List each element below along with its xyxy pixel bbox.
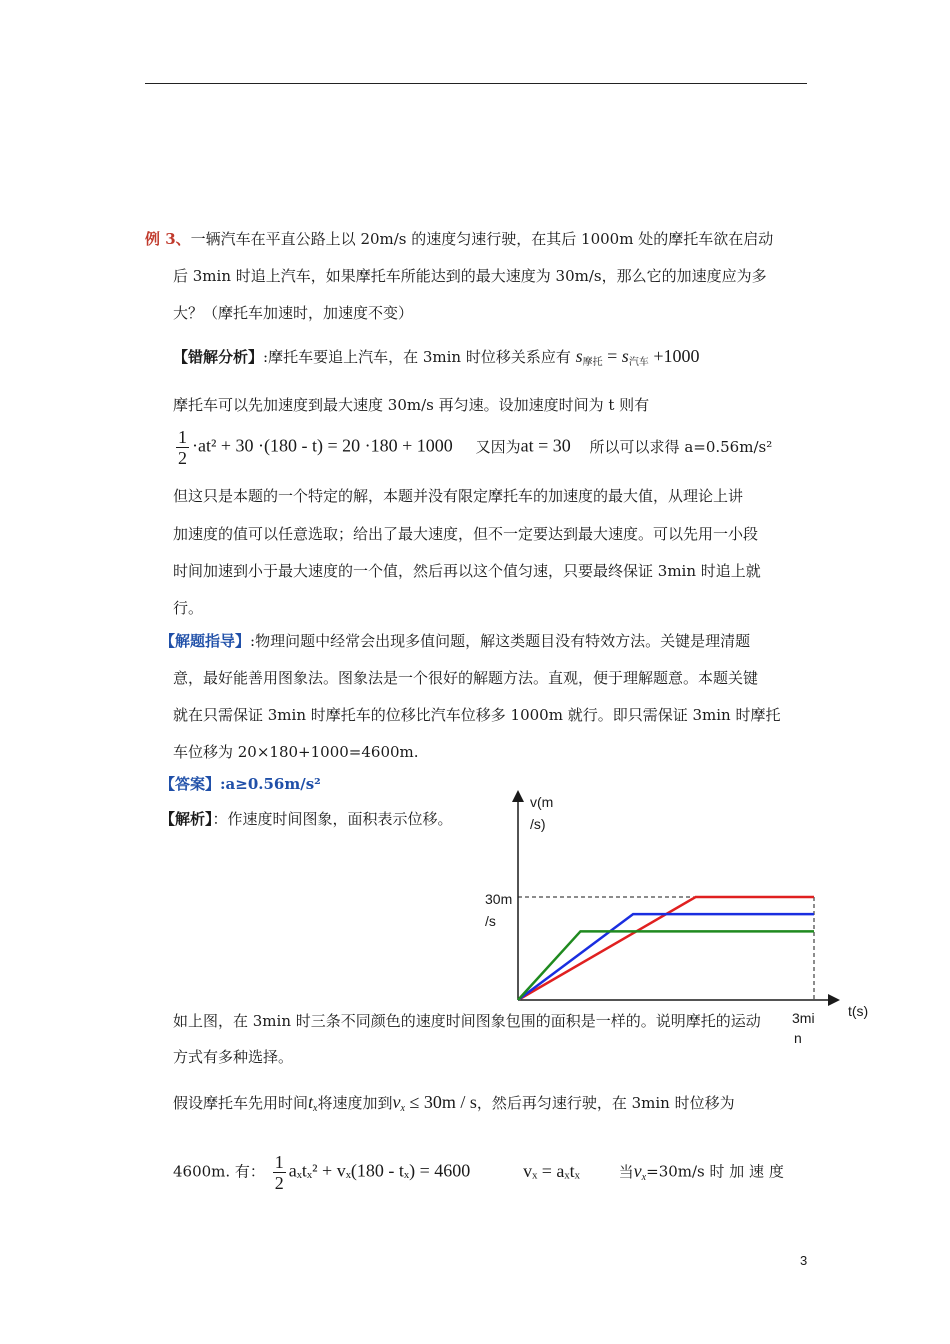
equation-2: aₓtₓ² + vₓ(180 - tₓ) = 4600 [288,1160,471,1181]
equation-1: ·at² + 30 ·(180 - t) = 20 ·180 + 1000 [192,435,453,456]
problem-line-2: 后 3min 时追上汽车，如果摩托车所能达到的最大速度为 30m/s，那么它的加速度应为多 [173,267,767,285]
page-number: 3 [800,1253,808,1268]
answer-label: 【答案】 [160,775,221,793]
equation-3: vₓ = aₓtₓ [523,1160,580,1181]
accel-line: 摩托车可以先加速度到最大速度 30m/s 再匀速。设加速度时间为 t 则有 [173,396,650,414]
analysis-line-4: 行。 [173,599,204,617]
equation-2-prefix: 4600m. 有： [173,1162,265,1181]
guide-label: 【解题指导】 [160,632,251,650]
guide-line-3: 就在只需保证 3min 时摩托车的位移比汽车位移多 1000m 就行。即只需保证 3min 时摩托 [173,706,781,724]
analysis-line-2: 加速度的值可以任意选取；给出了最大速度，但不一定要达到最大速度。可以先用一小段 [173,525,759,543]
series-red-line [518,897,814,1000]
assume-line: 假设摩托车先用时间$t_x$将速度加到$v_x \le 30m / s$，然后再匀速行驶，在 3min 时位移为 [173,1092,735,1114]
wrong-equation: $s_{摩托} = s_{汽车} +1000$ [575,346,700,368]
x-tick-3min-line1: 3mi [792,1010,815,1026]
x-axis-label: t(s) [848,1003,869,1019]
fraction-half-2: $\frac{1}{2}$ [274,1152,284,1193]
analysis-line-1: 但这只是本题的一个特定的解，本题并没有限定摩托车的加速度的最大值，从理论上讲 [173,487,744,505]
jiexi-text: ：作速度时间图象，面积表示位移。 [212,810,453,828]
guide-text-1: :物理问题中经常会出现多值问题，解这类题目没有特效方法。关键是理清题 [250,632,751,650]
y-axis-label-2: /s) [530,816,546,832]
equation-at: at = 30 [520,435,571,456]
y-axis-label-1: v(m [530,794,554,810]
y-tick-30-line2: /s [485,913,496,929]
problem-text-1: 一辆汽车在平直公路上以 20m/s 的速度匀速行驶，在其后 1000m 处的摩托车欲在启动 [190,230,774,248]
answer-text: :a≥0.56m/s² [220,775,321,793]
equation-4-post: =30m/s 时 加 速 度 [646,1162,784,1181]
analysis-line-3: 时间加速到小于最大速度的一个值，然后再以这个值匀速，只要最终保证 3min 时追上就 [173,562,761,580]
wrong-analysis-text: :摩托车要追上汽车，在 3min 时位移关系应有 [263,348,571,366]
equation-4-pre: 当 [618,1162,634,1181]
equation-1-result: 所以可以求得 a=0.56m/s² [589,437,773,456]
jiexi-label: 【解析】 [160,810,213,828]
y-tick-30-line1: 30m [485,891,513,907]
wrong-analysis-label: 【错解分析】 [173,348,264,366]
x-tick-3min-line2: n [794,1030,802,1046]
equation-1-also: 又因为 [475,437,521,456]
guide-line-2: 意，最好能善用图象法。图象法是一个很好的解题方法。直观，便于理解题意。本题关键 [173,669,759,687]
guide-line-4: 车位移为 20×180+1000=4600m. [173,743,419,761]
figure-note-line-1: 如上图，在 3min 时三条不同颜色的速度时间图象包围的面积是一样的。说明摩托的运动 [173,1012,761,1030]
series-blue-line [518,914,814,1000]
example-label: 例 3、 [145,230,191,248]
problem-line-3: 大？（摩托车加速时，加速度不变） [173,304,414,322]
fraction-half: $\frac{1}{2}$ [178,427,187,468]
figure-note-line-2: 方式有多种选择。 [173,1048,294,1066]
equation-2-line: 4600m. 有： $\frac{1}{2}$ aₓtₓ² + vₓ(180 - tₓ) = 4600 vₓ = aₓtₓ 当$v_x=30m/s$ 时 加 速 度 [173,1152,784,1193]
